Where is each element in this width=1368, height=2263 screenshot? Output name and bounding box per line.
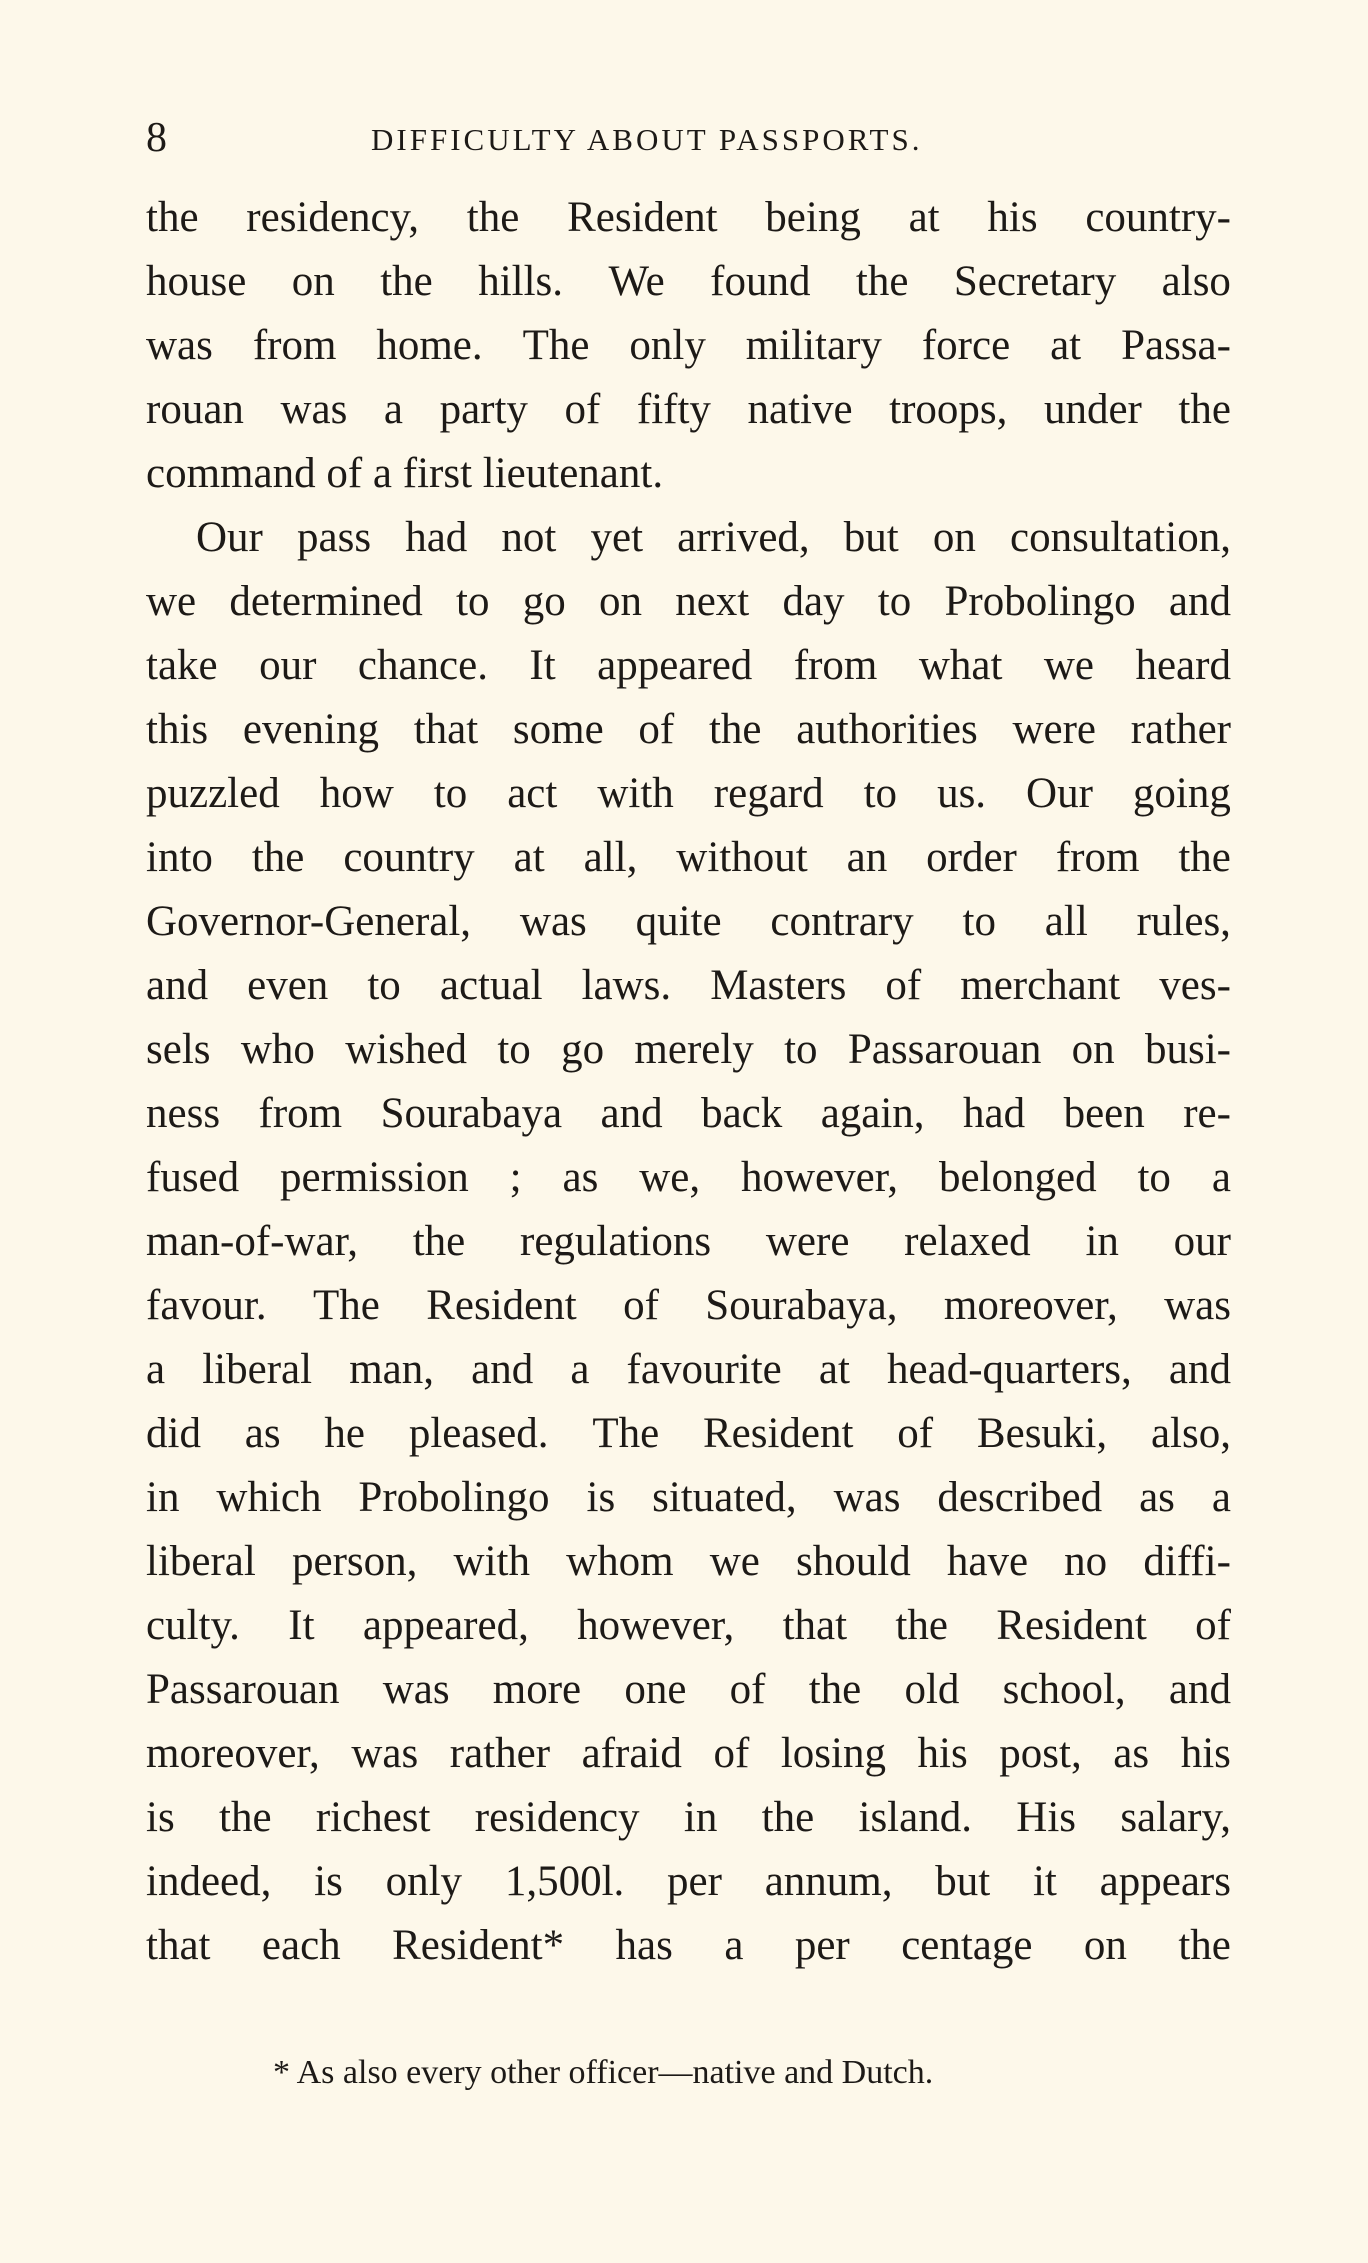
word: actual	[439, 962, 543, 1009]
word: fifty	[636, 386, 711, 433]
footnote: * As also every other officer—native and Dutch.	[273, 2054, 934, 2091]
word: a	[372, 450, 403, 497]
word: was	[351, 1730, 419, 1777]
word: all,	[583, 834, 638, 881]
word: of	[885, 962, 922, 1009]
text-line	[146, 1914, 1231, 1978]
text-line	[146, 1850, 1231, 1914]
word: centage	[901, 1922, 1033, 1969]
word: this	[146, 706, 209, 753]
word: from	[793, 642, 878, 689]
word: of	[1195, 1602, 1231, 1649]
word: salary,	[1120, 1794, 1231, 1841]
word: with	[453, 1538, 530, 1585]
word: each	[261, 1922, 341, 1969]
word: Resident*	[392, 1922, 565, 1969]
word: old	[904, 1666, 960, 1713]
word: also	[1161, 258, 1231, 305]
word: school,	[1002, 1666, 1126, 1713]
word: the	[251, 834, 305, 881]
word: ves-	[1159, 962, 1231, 1009]
word: favourite	[626, 1346, 782, 1393]
word: person,	[291, 1538, 418, 1585]
word: from	[1055, 834, 1140, 881]
word: moreover,	[943, 1282, 1118, 1329]
word: of	[729, 1666, 766, 1713]
word: pleased.	[408, 1410, 549, 1457]
text-line	[146, 378, 1231, 442]
word: on	[932, 514, 976, 561]
word: to	[863, 770, 898, 817]
word: as	[1139, 1474, 1175, 1521]
word: Resident	[702, 1410, 854, 1457]
word: as	[562, 1154, 599, 1201]
word: and	[146, 962, 209, 1009]
word: however,	[740, 1154, 899, 1201]
word: per	[794, 1922, 850, 1969]
word: permission	[280, 1154, 469, 1201]
word: were	[765, 1218, 850, 1265]
word: we	[709, 1538, 760, 1585]
word: even	[247, 962, 329, 1009]
word: his	[917, 1730, 968, 1777]
word: The	[522, 322, 590, 369]
word: a	[383, 386, 403, 433]
word: fused	[146, 1154, 240, 1201]
word: Passarouan	[847, 1026, 1042, 1073]
text-line	[146, 1210, 1231, 1274]
word: at	[908, 194, 940, 241]
word: losing	[780, 1730, 886, 1777]
text-line	[146, 570, 1231, 634]
text-line	[146, 1018, 1231, 1082]
word: ;	[509, 1154, 522, 1201]
word: country	[343, 834, 475, 881]
word: per	[667, 1858, 722, 1905]
word: troops,	[889, 386, 1008, 433]
word: of	[326, 450, 373, 497]
word: first	[402, 450, 483, 497]
text-line	[146, 1658, 1231, 1722]
word: favour.	[146, 1282, 267, 1329]
word: heard	[1135, 642, 1231, 689]
word: evening	[242, 706, 379, 753]
word: moreover,	[146, 1730, 320, 1777]
text-line	[146, 186, 1231, 250]
page-header	[146, 110, 1231, 166]
word: what	[918, 642, 1003, 689]
word: who	[240, 1026, 315, 1073]
word: party	[439, 386, 528, 433]
body-text	[146, 186, 1231, 1978]
word: which	[216, 1474, 322, 1521]
word: was	[382, 1666, 450, 1713]
word: consultation,	[1010, 514, 1231, 561]
word: had	[963, 1090, 1026, 1137]
word: Secretary	[953, 258, 1117, 305]
word: that	[146, 1922, 211, 1969]
word: is	[146, 1794, 175, 1841]
word: in	[146, 1474, 180, 1521]
word: appeared,	[362, 1602, 529, 1649]
word: all	[1044, 898, 1088, 945]
text-line	[146, 442, 1231, 506]
word: Probolingo	[358, 1474, 550, 1521]
word: situated,	[652, 1474, 797, 1521]
word: on	[1083, 1922, 1127, 1969]
word: going	[1132, 770, 1231, 817]
word: of	[713, 1730, 750, 1777]
word: whom	[566, 1538, 674, 1585]
word: re-	[1183, 1090, 1231, 1137]
word: country-	[1085, 194, 1231, 241]
word: diffi-	[1143, 1538, 1231, 1585]
word: the	[761, 1794, 815, 1841]
word: to	[456, 578, 490, 625]
word: the	[1178, 1922, 1231, 1969]
word: Sourabaya,	[705, 1282, 898, 1329]
word: some	[512, 706, 604, 753]
word: busi-	[1144, 1026, 1231, 1073]
word: and	[1168, 1666, 1231, 1713]
word: Our	[1026, 770, 1093, 817]
word: the	[466, 194, 520, 241]
text-line	[146, 1594, 1231, 1658]
word: residency	[474, 1794, 640, 1841]
word: hills.	[478, 258, 564, 305]
word: been	[1063, 1090, 1145, 1137]
text-line	[146, 698, 1231, 762]
word: was	[833, 1474, 901, 1521]
word: It	[529, 642, 556, 689]
word: a	[570, 1346, 590, 1393]
word: had	[405, 514, 468, 561]
word: 1,500l.	[504, 1858, 625, 1905]
word: found	[710, 258, 811, 305]
word: also,	[1150, 1410, 1231, 1457]
word: with	[597, 770, 674, 817]
word: the	[412, 1218, 466, 1265]
word: appears	[1099, 1858, 1231, 1905]
text-line	[146, 1786, 1231, 1850]
word: a	[1211, 1154, 1231, 1201]
word: take	[146, 642, 218, 689]
word: merchant	[960, 962, 1121, 1009]
word: the	[895, 1602, 948, 1649]
word: described	[937, 1474, 1103, 1521]
word: has	[615, 1922, 673, 1969]
running-head: DIFFICULTY ABOUT PASSPORTS.	[371, 122, 923, 157]
word: of	[638, 706, 675, 753]
text-line	[146, 1274, 1231, 1338]
word: were	[1012, 706, 1096, 753]
word: native	[747, 386, 853, 433]
word: no	[1064, 1538, 1108, 1585]
word: on	[291, 258, 335, 305]
word: of	[897, 1410, 934, 1457]
word: he	[324, 1410, 365, 1457]
word: laws.	[581, 962, 672, 1009]
word: go	[522, 578, 566, 625]
word: It	[288, 1602, 315, 1649]
word: an	[846, 834, 888, 881]
text-line	[146, 1146, 1231, 1210]
word: again,	[820, 1090, 925, 1137]
word: Resident	[996, 1602, 1147, 1649]
word: merely	[634, 1026, 754, 1073]
word: the	[219, 1794, 272, 1841]
word: to	[367, 962, 401, 1009]
word: to	[877, 578, 912, 625]
word: his	[1180, 1730, 1231, 1777]
text-line	[146, 890, 1231, 954]
word: under	[1043, 386, 1142, 433]
word: Resident	[567, 194, 718, 241]
word: the	[1178, 386, 1231, 433]
word: indeed,	[146, 1858, 272, 1905]
word: more	[492, 1666, 582, 1713]
word: Passarouan	[146, 1666, 340, 1713]
word: that	[413, 706, 479, 753]
word: rather	[449, 1730, 551, 1777]
word: his	[987, 194, 1038, 241]
word: The	[592, 1410, 660, 1457]
text-line	[146, 506, 1231, 570]
word: a	[1211, 1474, 1231, 1521]
text-line	[146, 826, 1231, 890]
word: to	[497, 1026, 531, 1073]
text-line	[146, 634, 1231, 698]
word: one	[624, 1666, 687, 1713]
word: yet	[590, 514, 644, 561]
word: not	[501, 514, 557, 561]
word: we,	[639, 1154, 701, 1201]
word: at	[1050, 322, 1082, 369]
text-line	[146, 1466, 1231, 1530]
text-line	[146, 1338, 1231, 1402]
word: quite	[635, 898, 722, 945]
word: on	[598, 578, 642, 625]
word: back	[701, 1090, 783, 1137]
word: go	[561, 1026, 605, 1073]
word: determined	[229, 578, 423, 625]
word: richest	[315, 1794, 431, 1841]
page-number: 8	[146, 115, 167, 161]
word: and	[471, 1346, 534, 1393]
word: man,	[349, 1346, 434, 1393]
word: wished	[345, 1026, 468, 1073]
word: a	[724, 1922, 744, 1969]
word: that	[782, 1602, 848, 1649]
word: Masters	[710, 962, 847, 1009]
word: We	[608, 258, 665, 305]
word: man-of-war,	[146, 1218, 358, 1265]
word: command	[146, 450, 327, 497]
word: the	[380, 258, 433, 305]
word: the	[146, 194, 199, 241]
word: a	[146, 1346, 166, 1393]
word: post,	[999, 1730, 1082, 1777]
word: on	[1071, 1026, 1115, 1073]
word: annum,	[764, 1858, 893, 1905]
word: as	[244, 1410, 281, 1457]
word: at	[818, 1346, 850, 1393]
word: military	[745, 322, 882, 369]
word: into	[146, 834, 213, 881]
word: and	[1168, 578, 1231, 625]
text-line	[146, 762, 1231, 826]
word: appeared	[597, 642, 753, 689]
word: being	[765, 194, 861, 241]
word: next	[675, 578, 750, 625]
word: to	[784, 1026, 818, 1073]
word: culty.	[146, 1602, 240, 1649]
word: belonged	[938, 1154, 1097, 1201]
word: Governor-General,	[146, 898, 472, 945]
word: of	[623, 1282, 659, 1329]
word: act	[507, 770, 558, 817]
word: Our	[196, 514, 263, 561]
word: Probolingo	[944, 578, 1136, 625]
word: ness	[146, 1090, 221, 1137]
text-line	[146, 954, 1231, 1018]
word: regulations	[520, 1218, 712, 1265]
word: is	[586, 1474, 616, 1521]
word: puzzled	[146, 770, 280, 817]
text-line	[146, 1530, 1231, 1594]
word: it	[1032, 1858, 1057, 1905]
text-line	[146, 314, 1231, 378]
word: the	[808, 1666, 862, 1713]
word: to	[962, 898, 996, 945]
word: we	[1043, 642, 1094, 689]
word: order	[926, 834, 1017, 881]
text-line	[146, 1722, 1231, 1786]
text-line	[146, 250, 1231, 314]
word: force	[921, 322, 1011, 369]
word: authorities	[796, 706, 978, 753]
word: Resident	[426, 1282, 577, 1329]
word: at	[513, 834, 545, 881]
word: rules,	[1136, 898, 1231, 945]
word: was	[146, 322, 213, 369]
word: did	[146, 1410, 201, 1457]
word: of	[564, 386, 601, 433]
word: relaxed	[904, 1218, 1031, 1265]
word: only	[385, 1858, 463, 1905]
word: afraid	[581, 1730, 682, 1777]
word: lieutenant.	[482, 450, 664, 497]
word: pass	[297, 514, 372, 561]
word: in	[683, 1794, 718, 1841]
word: Besuki,	[976, 1410, 1108, 1457]
word: the	[708, 706, 762, 753]
word: was	[1164, 1282, 1231, 1329]
word: should	[796, 1538, 911, 1585]
word: and	[1168, 1346, 1231, 1393]
word: arrived,	[677, 514, 810, 561]
word: have	[946, 1538, 1029, 1585]
word: and	[600, 1090, 663, 1137]
text-line	[146, 1082, 1231, 1146]
word: in	[1085, 1218, 1119, 1265]
word: however,	[577, 1602, 735, 1649]
word: from	[258, 1090, 343, 1137]
word: to	[433, 770, 468, 817]
word: The	[312, 1282, 380, 1329]
word: sels	[146, 1026, 211, 1073]
word: was	[519, 898, 587, 945]
word: is	[314, 1858, 343, 1905]
word: we	[146, 578, 197, 625]
word: His	[1016, 1794, 1077, 1841]
word: Passa-	[1121, 322, 1231, 369]
word: without	[676, 834, 808, 881]
word: our	[1173, 1218, 1231, 1265]
word: us.	[937, 770, 987, 817]
word: home.	[376, 322, 483, 369]
word: liberal	[146, 1538, 256, 1585]
word: head-quarters,	[887, 1346, 1132, 1393]
word: rouan	[146, 386, 244, 433]
word: regard	[713, 770, 824, 817]
word: but	[843, 514, 899, 561]
word: as	[1113, 1730, 1150, 1777]
word: residency,	[246, 194, 420, 241]
word: contrary	[770, 898, 914, 945]
word: chance.	[357, 642, 488, 689]
text-line	[146, 1402, 1231, 1466]
word: but	[935, 1858, 991, 1905]
word: our	[259, 642, 317, 689]
word: house	[146, 258, 247, 305]
word: only	[629, 322, 706, 369]
word: was	[280, 386, 348, 433]
word: the	[855, 258, 909, 305]
word: liberal	[202, 1346, 313, 1393]
word: from	[252, 322, 337, 369]
word: how	[319, 770, 394, 817]
word: to	[1137, 1154, 1171, 1201]
word: the	[1178, 834, 1231, 881]
word: rather	[1130, 706, 1231, 753]
word: Sourabaya	[380, 1090, 563, 1137]
word: island.	[858, 1794, 972, 1841]
word: day	[782, 578, 845, 625]
